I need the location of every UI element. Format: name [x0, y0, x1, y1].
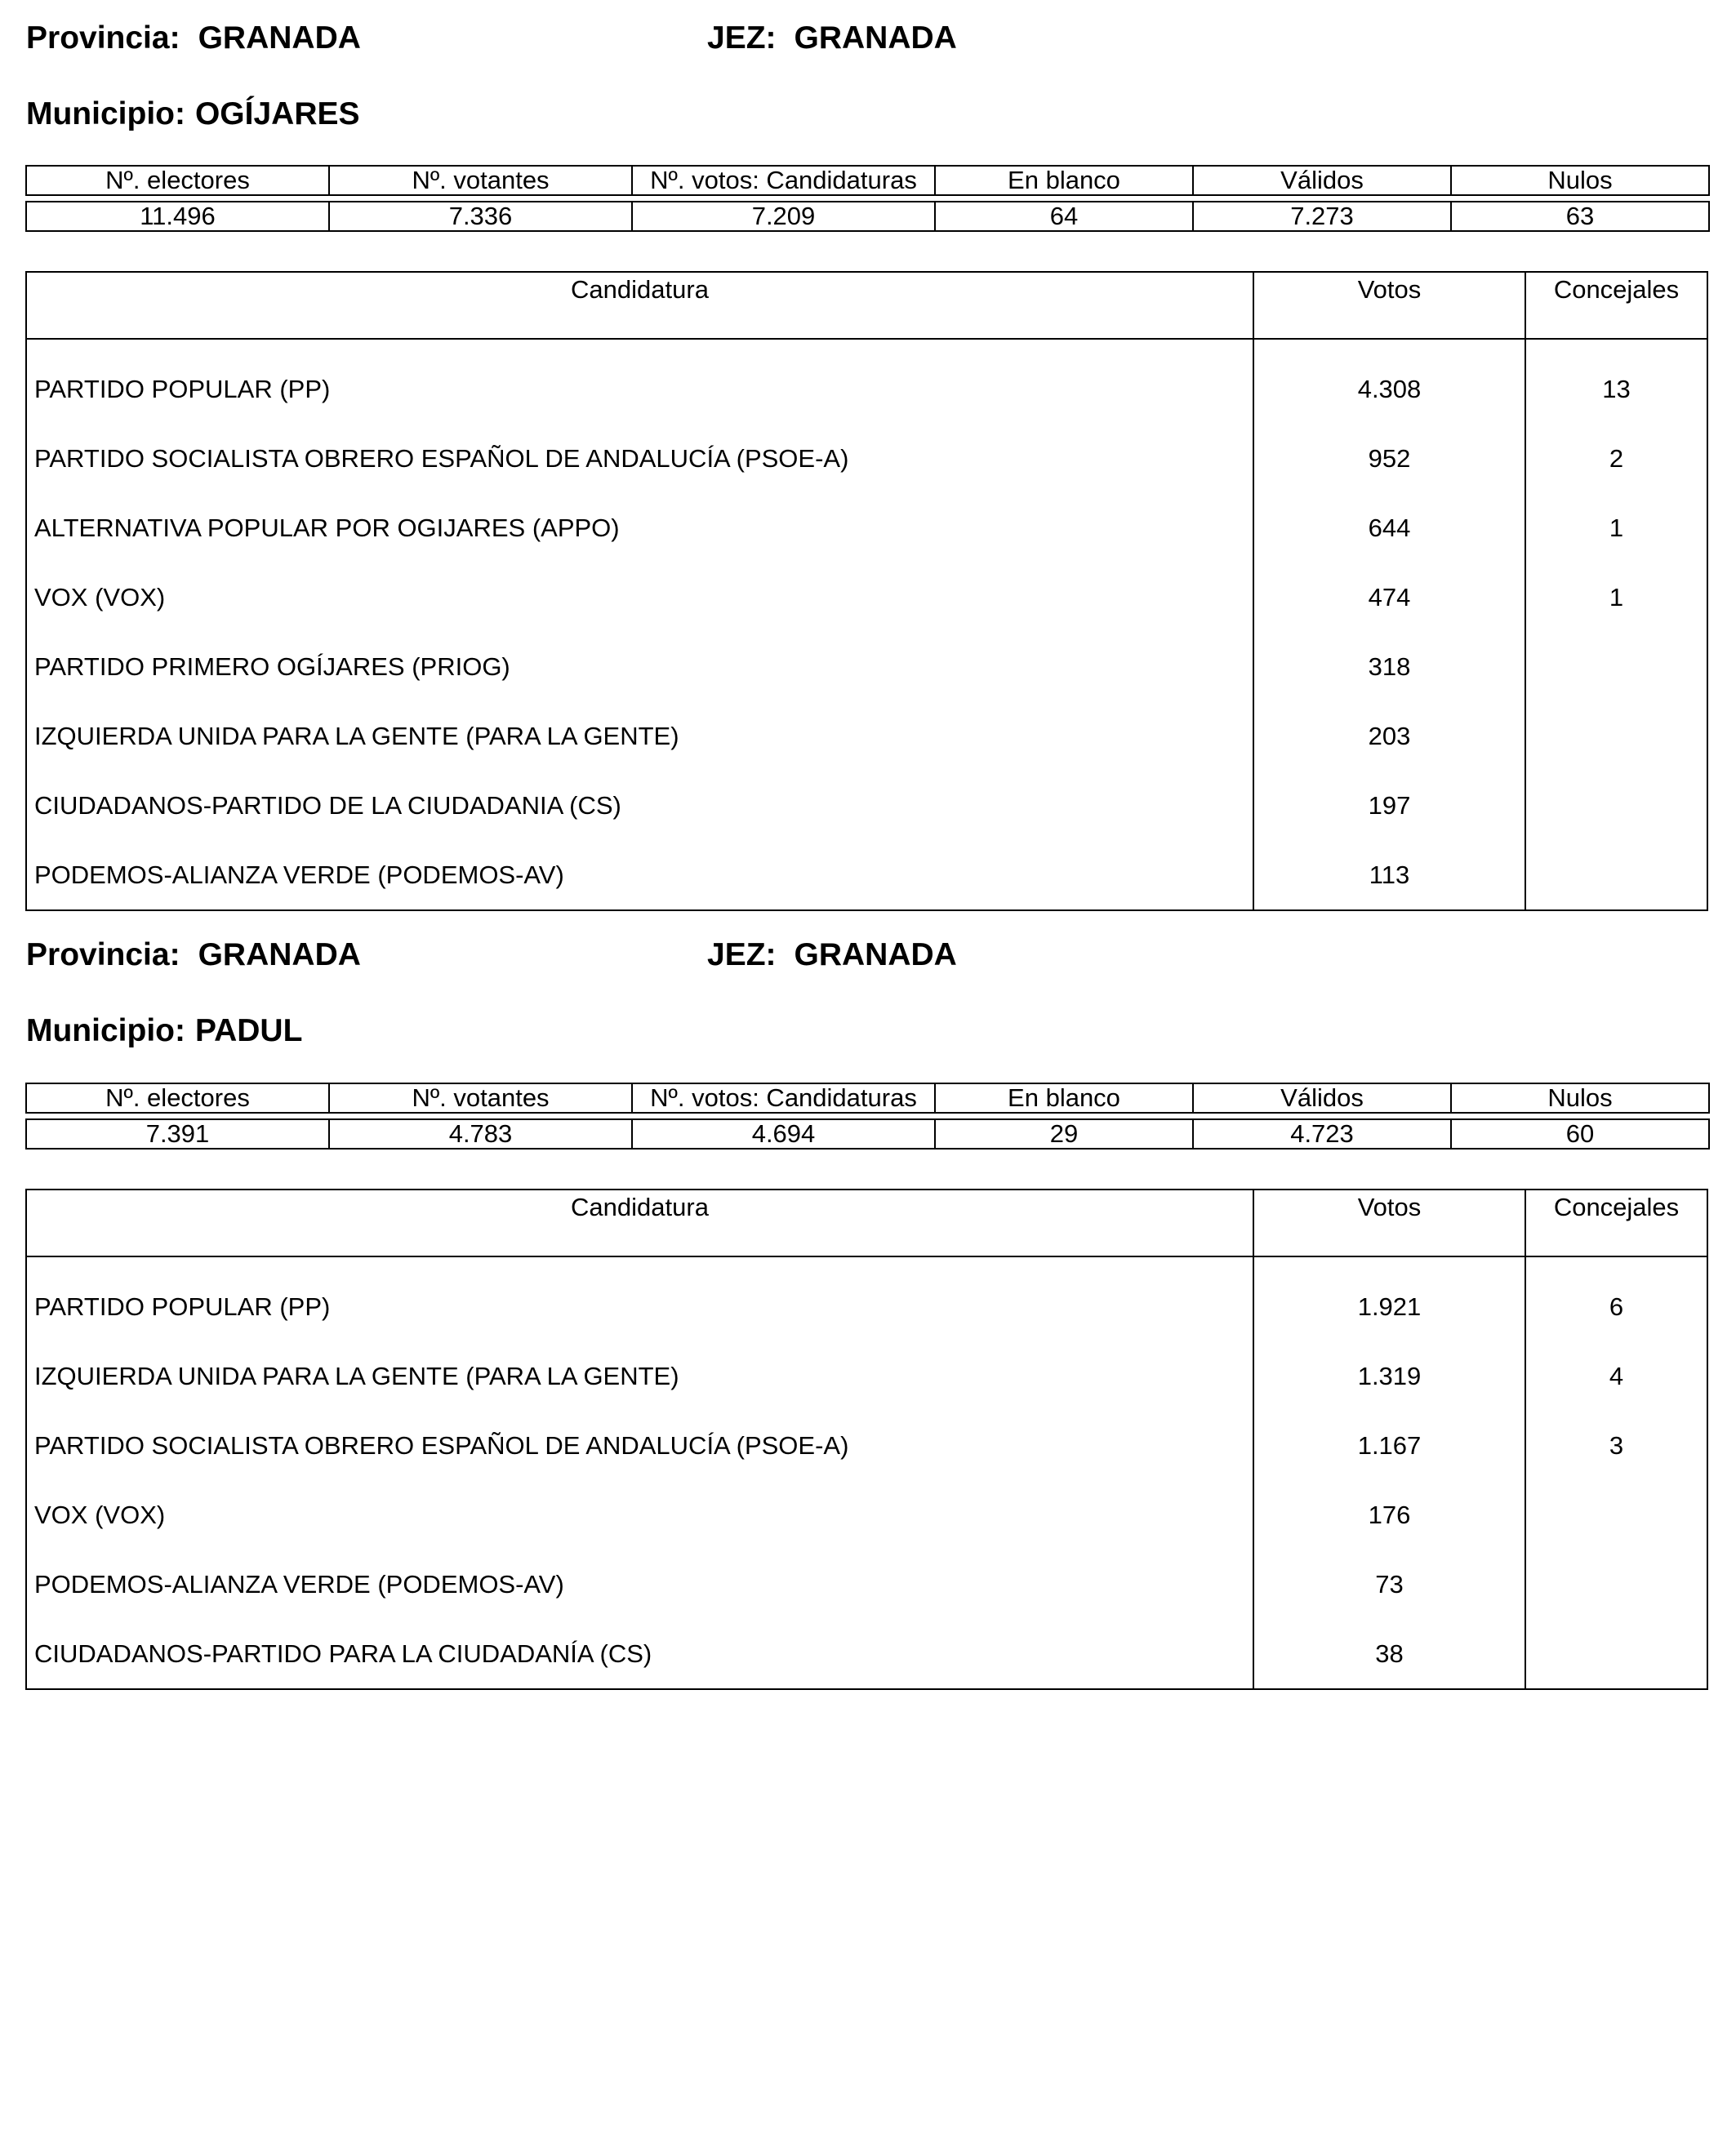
party-concejales [1526, 840, 1707, 909]
jez-heading [707, 939, 957, 971]
value-validos: 4.723 [1193, 1119, 1451, 1149]
provincia-heading [26, 939, 361, 971]
header-votantes: Nº. votantes [329, 166, 632, 195]
party-votos: 318 [1254, 632, 1526, 701]
value-en-blanco: 29 [935, 1119, 1193, 1149]
summary-value-row [26, 1119, 1709, 1149]
table-row [27, 1272, 1707, 1341]
value-nulos: 63 [1451, 202, 1709, 231]
table-row [27, 701, 1707, 771]
jez-value: GRANADA [794, 937, 957, 972]
party-concejales [1526, 1619, 1707, 1688]
value-votantes: 7.336 [329, 202, 632, 231]
party-votos: 73 [1254, 1550, 1526, 1619]
party-votos: 4.308 [1254, 354, 1526, 424]
value-votos-candidaturas: 7.209 [632, 202, 935, 231]
header-concejales: Concejales [1553, 275, 1680, 304]
value-votantes: 4.783 [329, 1119, 632, 1149]
summary-table [25, 165, 1710, 232]
party-concejales [1526, 632, 1707, 701]
jez-value: GRANADA [794, 20, 957, 56]
party-concejales: 6 [1609, 1292, 1624, 1321]
municipio-label: Municipio: [26, 96, 185, 131]
party-votos: 197 [1254, 771, 1526, 840]
party-votos: 176 [1254, 1480, 1526, 1550]
table-row [27, 1480, 1707, 1550]
municipio-heading [26, 1015, 302, 1047]
party-name: IZQUIERDA UNIDA PARA LA GENTE (PARA LA GENTE) [27, 701, 1254, 771]
results-table [25, 1189, 1708, 1690]
table-row [27, 354, 1707, 424]
party-name: PARTIDO SOCIALISTA OBRERO ESPAÑOL DE ANDALUCÍA (PSOE-A) [27, 1411, 1254, 1480]
header-candidatura: Candidatura [27, 273, 1254, 338]
table-row [27, 1550, 1707, 1619]
table-row [27, 424, 1707, 493]
value-electores: 11.496 [26, 202, 329, 231]
summary-header-row [26, 1083, 1709, 1113]
party-name: PODEMOS-ALIANZA VERDE (PODEMOS-AV) [27, 840, 1254, 909]
party-concejales: 1 [1609, 513, 1624, 542]
party-name: CIUDADANOS-PARTIDO PARA LA CIUDADANÍA (CS) [27, 1619, 1254, 1688]
party-concejales [1526, 1550, 1707, 1619]
summary-value-row [26, 202, 1709, 231]
party-votos: 38 [1254, 1619, 1526, 1688]
table-row [27, 493, 1707, 563]
table-row [27, 1341, 1707, 1411]
party-name: ALTERNATIVA POPULAR POR OGIJARES (APPO) [27, 493, 1254, 563]
provincia-value: GRANADA [198, 937, 361, 972]
party-name: VOX (VOX) [27, 1480, 1254, 1550]
header-votantes: Nº. votantes [329, 1083, 632, 1113]
party-votos: 644 [1254, 493, 1526, 563]
party-name: PARTIDO POPULAR (PP) [27, 1272, 1254, 1341]
table-row [27, 1411, 1707, 1480]
summary-header-row [26, 166, 1709, 195]
jez-heading [707, 22, 957, 54]
party-name: IZQUIERDA UNIDA PARA LA GENTE (PARA LA GENTE) [27, 1341, 1254, 1411]
party-name: PODEMOS-ALIANZA VERDE (PODEMOS-AV) [27, 1550, 1254, 1619]
value-en-blanco: 64 [935, 202, 1193, 231]
value-validos: 7.273 [1193, 202, 1451, 231]
party-votos: 203 [1254, 701, 1526, 771]
value-electores: 7.391 [26, 1119, 329, 1149]
party-votos: 1.921 [1254, 1272, 1526, 1341]
header-validos: Válidos [1193, 166, 1451, 195]
party-concejales: 3 [1609, 1430, 1624, 1460]
results-header-row [27, 273, 1707, 340]
header-validos: Válidos [1193, 1083, 1451, 1113]
party-name: PARTIDO POPULAR (PP) [27, 354, 1254, 424]
party-concejales: 13 [1602, 374, 1631, 403]
party-votos: 474 [1254, 563, 1526, 632]
table-row [27, 1619, 1707, 1688]
party-concejales [1526, 1480, 1707, 1550]
party-concejales [1526, 771, 1707, 840]
party-name: PARTIDO SOCIALISTA OBRERO ESPAÑOL DE ANDALUCÍA (PSOE-A) [27, 424, 1254, 493]
header-electores: Nº. electores [26, 166, 329, 195]
header-nulos: Nulos [1451, 1083, 1709, 1113]
header-votos-candidaturas: Nº. votos: Candidaturas [632, 1083, 935, 1113]
provincia-label: Provincia: [26, 937, 180, 972]
party-concejales: 4 [1609, 1361, 1624, 1390]
party-concejales [1526, 701, 1707, 771]
results-table [25, 271, 1708, 911]
provincia-label: Provincia: [26, 20, 180, 56]
municipio-value: OGÍJARES [194, 96, 360, 131]
summary-table [25, 1083, 1710, 1150]
party-votos: 113 [1254, 840, 1526, 909]
provincia-heading [26, 22, 361, 54]
party-name: PARTIDO PRIMERO OGÍJARES (PRIOG) [27, 632, 1254, 701]
table-row [27, 771, 1707, 840]
table-row [27, 632, 1707, 701]
party-name: CIUDADANOS-PARTIDO DE LA CIUDADANIA (CS) [27, 771, 1254, 840]
header-concejales: Concejales [1553, 1193, 1680, 1221]
party-votos: 1.319 [1254, 1341, 1526, 1411]
header-votos-candidaturas: Nº. votos: Candidaturas [632, 166, 935, 195]
party-concejales: 1 [1609, 582, 1624, 611]
municipio-heading [26, 98, 360, 130]
party-name: VOX (VOX) [27, 563, 1254, 632]
value-nulos: 60 [1451, 1119, 1709, 1149]
results-header-row [27, 1190, 1707, 1257]
municipio-label: Municipio: [26, 1013, 185, 1048]
header-votos: Votos [1254, 1190, 1526, 1256]
party-concejales: 2 [1609, 443, 1624, 473]
party-votos: 952 [1254, 424, 1526, 493]
table-row [27, 840, 1707, 909]
header-candidatura: Candidatura [27, 1190, 1254, 1256]
party-votos: 1.167 [1254, 1411, 1526, 1480]
jez-label: JEZ: [707, 20, 777, 56]
provincia-value: GRANADA [198, 20, 361, 56]
header-en-blanco: En blanco [935, 1083, 1193, 1113]
table-row [27, 563, 1707, 632]
value-votos-candidaturas: 4.694 [632, 1119, 935, 1149]
header-electores: Nº. electores [26, 1083, 329, 1113]
jez-label: JEZ: [707, 937, 777, 972]
header-nulos: Nulos [1451, 166, 1709, 195]
header-en-blanco: En blanco [935, 166, 1193, 195]
header-votos: Votos [1254, 273, 1526, 338]
municipio-value: PADUL [194, 1013, 303, 1048]
